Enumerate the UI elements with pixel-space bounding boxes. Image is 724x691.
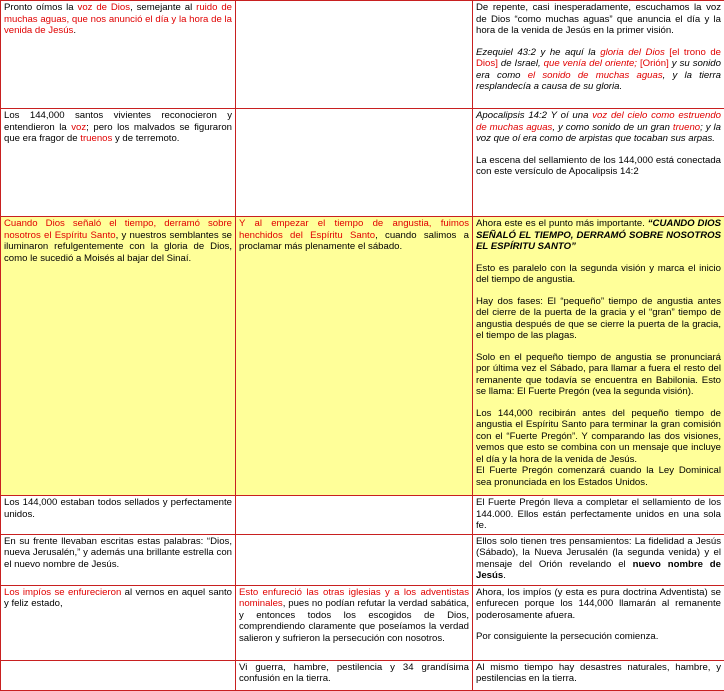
paragraph [476, 352, 721, 398]
text-run: Solo en el pequeño tiempo de angustia se pronunciará por última vez el Sábado, para llamar a fuera el resto del remanente que todavía se encuentra en Babilonia. Esto se llama: El Fuerte Pregón (vea la segunda visión). [476, 351, 721, 397]
text-run: de Israel, [497, 58, 544, 69]
text-run: y su sonido era como [476, 58, 721, 81]
table-row [1, 534, 724, 585]
text-run: Y al empezar el tiempo de angustia, fuimos henchidos del Espíritu Santo [239, 218, 469, 241]
parallel-text-cell [236, 217, 473, 496]
text-run: el sonido de muchas aguas [527, 69, 663, 81]
paragraph [476, 155, 721, 178]
text-run: , y la tierra resplandecía a causa de su gloria. [476, 69, 721, 92]
text-run: que venía del oriente; [543, 58, 637, 69]
text-run: Esto enfureció las otras iglesias y a los adventistas nominales [239, 586, 469, 609]
paragraph [476, 587, 721, 622]
text-run: . [73, 25, 77, 36]
text-run: ruido de muchas aguas, que nos anunció el día y la hora de la venida de Jesús [4, 2, 233, 36]
text-run: Ezequiel 43:2 y he aquí la [476, 46, 601, 58]
paragraph [476, 536, 721, 582]
table-row [1, 660, 724, 690]
parallel-text-cell [236, 585, 473, 660]
table-row-highlighted [1, 217, 724, 496]
parallel-text-cell [236, 109, 473, 217]
text-run: Los impíos se enfurecieron [4, 586, 122, 598]
text-run: trueno [672, 121, 701, 133]
commentary-cell [473, 109, 724, 217]
text-run: truenos [80, 133, 113, 144]
vision-text-cell [1, 1, 236, 109]
text-run: , cuando salimos a proclamar más plenamente el sábado. [239, 229, 469, 252]
text-run: Los 144,000 estaban todos sellados y perfectamente unidos. [4, 497, 232, 520]
table-row [1, 585, 724, 660]
text-run: al vernos en aquel santo y feliz estado, [4, 586, 232, 609]
text-run: gloria del Dios [600, 46, 665, 58]
text-run: , semejante al [130, 2, 197, 13]
text-run: , y como sonido de un gran [552, 121, 673, 133]
vision-text-cell [1, 217, 236, 496]
text-run: voz de Dios [77, 2, 131, 13]
text-run: Ellos solo tienen tres pensamientos: La fidelidad a Jesús (Sábado), la Nueva Jerusalén (la segunda venida) y el mensaje del Orión revelando el [476, 535, 721, 570]
table-row [1, 109, 724, 217]
text-run: Hay dos fases: El “pequeño” tiempo de angustia antes del cierre de la puerta de la gracia y el “gran” tiempo de angustia después de que se cierre la puerta de la gracia, el tiempo de las plagas. [476, 295, 721, 341]
paragraph [476, 296, 721, 342]
paragraph [476, 263, 721, 286]
text-run: [Orión] [636, 58, 669, 69]
text-run: Los 144,000 santos vivientes reconocieron y entendieron la [4, 110, 232, 133]
vision-text-cell [1, 109, 236, 217]
text-run: Vi guerra, hambre, pestilencia y 34 grandísima confusión en la tierra. [239, 661, 469, 684]
text-run: ; pero los malvados se figuraron que era fragor de [4, 121, 233, 144]
commentary-cell [473, 217, 724, 496]
parallel-text-cell [236, 534, 473, 585]
paragraph [476, 497, 721, 532]
parallel-text-cell [236, 1, 473, 109]
vision-text-cell [1, 534, 236, 585]
text-run: Por consiguiente la persecución comienza. [476, 631, 659, 642]
table-row [1, 1, 724, 109]
paragraph [476, 408, 721, 489]
text-run: El Fuerte Pregón lleva a completar el sellamiento de los 144.000. Ellos están perfectamente unidos en una sola fe. [476, 497, 721, 531]
text-run: ; y la voz que oí era como de arpistas que tocaban sus arpas. [476, 121, 722, 144]
text-run: [el trono de Dios] [476, 46, 721, 69]
text-run: . [503, 570, 506, 581]
text-run: , y nuestros semblantes se iluminaron refulgentemente con la gloria de Dios, como le sucedió a Moisés al bajar del Sinaí. [4, 229, 232, 264]
text-run: De repente, casi inesperadamente, escuchamos la voz de Dios “como muchas aguas” que anuncia el día y la hora de la venida de Jesús en la primer visión. [476, 2, 721, 36]
commentary-cell [473, 496, 724, 535]
commentary-cell [473, 1, 724, 109]
paragraph [476, 662, 721, 685]
paragraph [476, 2, 721, 37]
text-run: , pues no podían refutar la verdad sabática, y entonces todos los escogidos de Dios, comprendiendo claramente que poseíamos la verdad salieron y sufrieron la persecución con nosotros. [239, 598, 469, 644]
text-run: voz [71, 121, 87, 133]
text-run: Esto es paralelo con la segunda visión y marca el inicio del tiempo de angustia. [476, 262, 721, 285]
parallel-text-cell [236, 660, 473, 690]
text-run: Ahora, los impíos (y esta es pura doctrina Adventista) se enfurecen porque los 144,000 llamarán al remanente poderosamente afuera. [476, 586, 721, 621]
text-run: nuevo nombre de Jesús [476, 558, 721, 581]
vision-text-cell [1, 660, 236, 690]
text-run: Apocalipsis 14:2 Y oí una [476, 110, 593, 121]
vision-text-cell [1, 585, 236, 660]
text-run: Ahora este es el punto más importante. [476, 218, 648, 229]
text-run: La escena del sellamiento de los 144,000 está conectada con este versículo de Apocalipsis 14:2 [476, 154, 721, 177]
text-run: voz del cielo como estruendo de muchas aguas [476, 110, 721, 133]
text-run: Al mismo tiempo hay desastres naturales, hambre, y pestilencias en la tierra. [476, 661, 721, 684]
paragraph [476, 110, 721, 145]
text-run: “CUANDO DIOS SEÑALÓ EL TIEMPO, DERRAMÓ SOBRE NOSOTROS EL ESPÍRITU SANTO” [476, 218, 721, 252]
text-run: El Fuerte Pregón comenzará cuando la Ley Dominical sea pronunciada en los Estados Unidos. [476, 465, 721, 488]
text-run: Pronto oímos la [4, 2, 78, 13]
text-run: Cuando Dios señaló el tiempo, derramó sobre nosotros el Espíritu Santo [4, 218, 232, 241]
text-run: En su frente llevaban escritas estas palabras: “Dios, nueva Jerusalén,” y además una brillante estrella con el nuevo nombre de Jesús. [4, 535, 232, 570]
paragraph [476, 631, 721, 643]
commentary-cell [473, 585, 724, 660]
paragraph [476, 47, 721, 93]
commentary-cell [473, 534, 724, 585]
paragraph [476, 218, 721, 253]
text-run: y de terremoto. [112, 133, 180, 144]
vision-text-cell [1, 496, 236, 535]
commentary-cell [473, 660, 724, 690]
text-run: Los 144,000 recibirán antes del pequeño tiempo de angustia el Espíritu Santo para terminar la gran comisión con el “Fuerte Pregón”. Y comparando las dos visiones, vemos que esto se combina con un mensaje que incluye el día y la hora de la venida de Jesús. [476, 407, 721, 465]
parallel-text-cell [236, 496, 473, 535]
table-row [1, 496, 724, 535]
